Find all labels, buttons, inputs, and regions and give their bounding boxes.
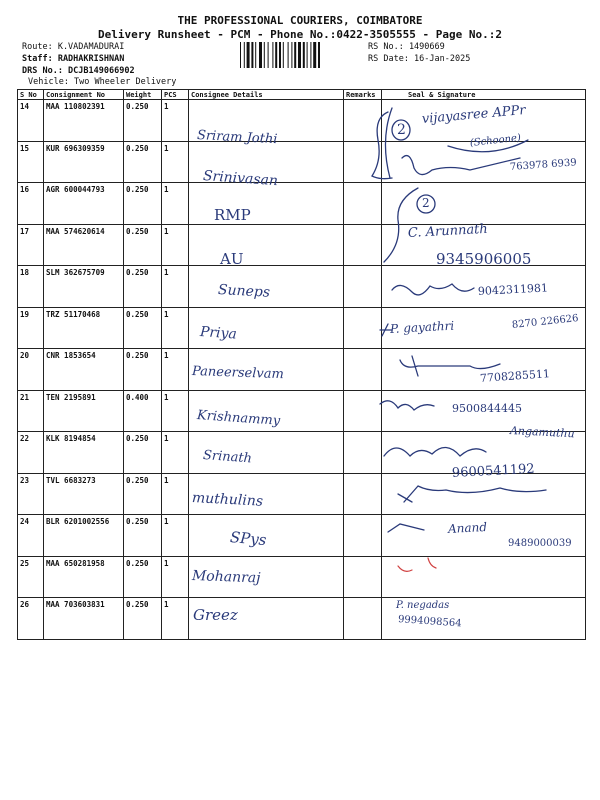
- col-consignee: Consignee Details: [189, 90, 344, 100]
- rs-number: RS No.: 1490669: [368, 42, 445, 52]
- remarks-mark-row-16: 2: [422, 196, 430, 210]
- cell-consignment: SLM 362675709: [44, 266, 124, 308]
- cell-sno: 21: [18, 390, 44, 432]
- cell-sno: 25: [18, 556, 44, 598]
- table-row: [18, 183, 586, 225]
- cell-remarks: [344, 556, 382, 598]
- signature-row-24-phone: 9489000039: [508, 538, 572, 549]
- table-row: [18, 556, 586, 598]
- handwritten-consignee-25: Mohanraj: [191, 568, 261, 587]
- cell-remarks: [344, 183, 382, 225]
- handwritten-consignee-24: SPys: [229, 528, 268, 550]
- cell-weight: 0.250: [124, 183, 162, 225]
- cell-sno: 20: [18, 349, 44, 391]
- handwritten-consignee-22: Srinath: [202, 448, 253, 467]
- cell-signature: [382, 556, 586, 598]
- cell-consignment: TVL 6683273: [44, 473, 124, 515]
- vehicle-label: Vehicle: Two Wheeler Delivery: [28, 77, 177, 87]
- cell-weight: 0.250: [124, 473, 162, 515]
- drs-number: DRS No.: DCJB149066902: [22, 66, 135, 76]
- col-signature: Seal & Signature: [382, 90, 586, 100]
- cell-weight: 0.250: [124, 598, 162, 640]
- cell-consignee: [189, 183, 344, 225]
- cell-remarks: [344, 224, 382, 266]
- signature-row-17: C. Arunnath: [407, 221, 489, 241]
- cell-pcs: 1: [162, 266, 189, 308]
- route-label: Route: K.VADAMADURAI: [22, 42, 125, 52]
- cell-sno: 18: [18, 266, 44, 308]
- table-row: [18, 473, 586, 515]
- handwritten-consignee-16: RMP: [214, 206, 251, 224]
- cell-pcs: 1: [162, 556, 189, 598]
- handwritten-consignee-19: Priya: [199, 324, 238, 343]
- cell-consignment: MAA 574620614: [44, 224, 124, 266]
- col-sno: S No: [18, 90, 44, 100]
- cell-remarks: [344, 432, 382, 474]
- cell-weight: 0.250: [124, 266, 162, 308]
- col-weight: Weight: [124, 90, 162, 100]
- cell-sno: 23: [18, 473, 44, 515]
- handwritten-consignee-15: Srinivasan: [202, 168, 279, 190]
- handwritten-consignee-21: Krishnammy: [196, 408, 281, 429]
- cell-remarks: [344, 266, 382, 308]
- cell-pcs: 1: [162, 515, 189, 557]
- cell-weight: 0.250: [124, 556, 162, 598]
- signature-row-20-phone: 7708285511: [479, 367, 551, 385]
- cell-remarks: [344, 100, 382, 142]
- signature-row-19: P. gayathri: [389, 318, 455, 336]
- handwritten-consignee-26: Greez: [193, 606, 238, 624]
- barcode-icon: [240, 42, 360, 68]
- remarks-mark-row-14: 2: [397, 122, 406, 138]
- cell-pcs: 1: [162, 141, 189, 183]
- cell-pcs: 1: [162, 598, 189, 640]
- signature-row-26-phone: 9994098564: [397, 614, 462, 630]
- cell-pcs: 1: [162, 100, 189, 142]
- cell-consignment: MAA 703603831: [44, 598, 124, 640]
- cell-consignment: CNR 1853654: [44, 349, 124, 391]
- cell-remarks: [344, 598, 382, 640]
- cell-weight: 0.250: [124, 307, 162, 349]
- signature-row-21-phone: 9500844445: [452, 402, 522, 415]
- table-row: [18, 141, 586, 183]
- signature-row-24: Anand: [447, 519, 488, 536]
- cell-weight: 0.250: [124, 349, 162, 391]
- cell-weight: 0.250: [124, 515, 162, 557]
- col-pcs: PCS: [162, 90, 189, 100]
- col-remarks: Remarks: [344, 90, 382, 100]
- rs-date: RS Date: 16-Jan-2025: [368, 54, 471, 64]
- cell-weight: 0.250: [124, 224, 162, 266]
- cell-remarks: [344, 515, 382, 557]
- cell-weight: 0.250: [124, 141, 162, 183]
- cell-pcs: 1: [162, 349, 189, 391]
- table-header-row: [18, 90, 586, 100]
- handwritten-consignee-23: muthulins: [191, 490, 264, 510]
- staff-label: Staff: RADHAKRISHNAN: [22, 54, 125, 64]
- cell-remarks: [344, 307, 382, 349]
- cell-consignee: [189, 224, 344, 266]
- cell-sno: 17: [18, 224, 44, 266]
- cell-pcs: 1: [162, 224, 189, 266]
- cell-consignment: MAA 110802391: [44, 100, 124, 142]
- signature-row-18-phone: 9042311981: [477, 281, 549, 298]
- signature-row-26: P. negadas: [396, 600, 450, 611]
- cell-sno: 16: [18, 183, 44, 225]
- cell-consignment: BLR 6201002556: [44, 515, 124, 557]
- cell-consignment: KUR 696309359: [44, 141, 124, 183]
- runsheet-table: [17, 89, 586, 640]
- table-row: [18, 307, 586, 349]
- cell-sno: 15: [18, 141, 44, 183]
- table-row: [18, 515, 586, 557]
- signature-row-19-phone: 8270 226626: [511, 313, 580, 331]
- table-row: [18, 349, 586, 391]
- col-consignment: Consignment No: [44, 90, 124, 100]
- handwritten-consignee-14: Sriram Jothi: [196, 128, 278, 148]
- handwritten-consignee-18: Suneps: [217, 282, 271, 301]
- cell-remarks: [344, 349, 382, 391]
- signature-row-15-phone: 763978 6939: [509, 157, 578, 173]
- cell-weight: 0.250: [124, 432, 162, 474]
- cell-pcs: 1: [162, 307, 189, 349]
- cell-consignment: TRZ 51170468: [44, 307, 124, 349]
- runsheet-title: Delivery Runsheet - PCM - Phone No.:0422-3505555 - Page No.:2: [98, 28, 502, 41]
- cell-consignment: TEN 2195891: [44, 390, 124, 432]
- handwritten-consignee-20: Paneerselvam: [191, 364, 285, 383]
- signature-row-14: vijayasree APPr: [421, 102, 527, 127]
- handwritten-consignee-17: AU: [220, 250, 244, 268]
- cell-sno: 22: [18, 432, 44, 474]
- cell-pcs: 1: [162, 432, 189, 474]
- cell-signature: [382, 183, 586, 225]
- company-title: THE PROFESSIONAL COURIERS, COIMBATORE: [177, 14, 423, 27]
- signature-row-17-phone: 9345906005: [436, 250, 532, 268]
- signature-row-22: Angamuthu: [509, 424, 575, 441]
- cell-remarks: [344, 141, 382, 183]
- cell-remarks: [344, 390, 382, 432]
- cell-pcs: 1: [162, 390, 189, 432]
- signature-row-23-phone: 9600541192: [451, 461, 535, 481]
- cell-sno: 14: [18, 100, 44, 142]
- cell-consignment: AGR 600044793: [44, 183, 124, 225]
- cell-weight: 0.250: [124, 100, 162, 142]
- cell-pcs: 1: [162, 473, 189, 515]
- cell-consignment: KLK 8194854: [44, 432, 124, 474]
- cell-pcs: 1: [162, 183, 189, 225]
- cell-weight: 0.400: [124, 390, 162, 432]
- cell-consignment: MAA 650281958: [44, 556, 124, 598]
- signature-row-14-note: (Schoone): [469, 132, 522, 149]
- table-row: [18, 598, 586, 640]
- cell-sno: 24: [18, 515, 44, 557]
- cell-sno: 19: [18, 307, 44, 349]
- cell-sno: 26: [18, 598, 44, 640]
- cell-remarks: [344, 473, 382, 515]
